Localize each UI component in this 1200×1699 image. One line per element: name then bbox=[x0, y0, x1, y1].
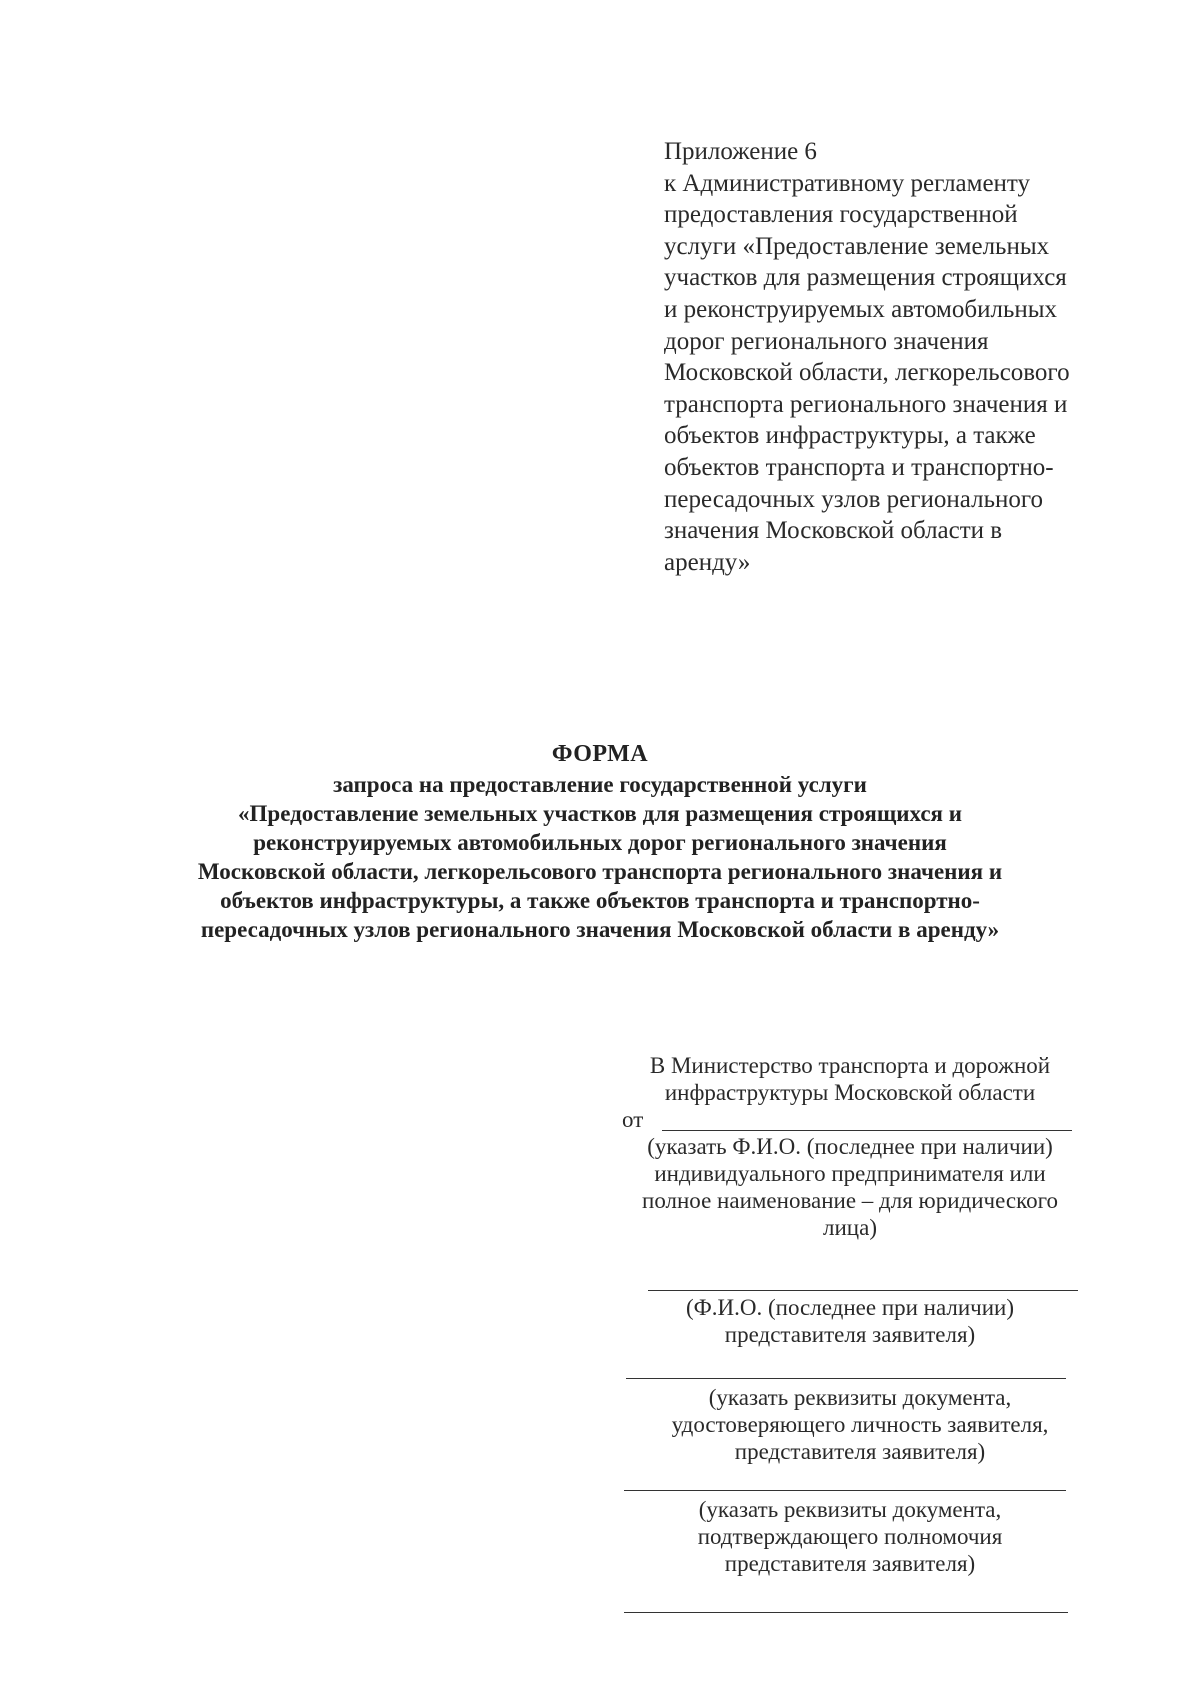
annex-line: предоставления государственной bbox=[664, 201, 1018, 229]
annex-line: объектов инфраструктуры, а также bbox=[664, 422, 1036, 450]
annex-line: Приложение 6 bbox=[664, 138, 817, 165]
identity-document-field[interactable] bbox=[626, 1378, 1066, 1379]
annex-line: к Административному регламенту bbox=[664, 169, 1031, 197]
annex-line: участков для размещения строящихся bbox=[664, 264, 1067, 292]
representative-hint-line: представителя заявителя) bbox=[724, 1322, 976, 1347]
representative-hint-line: (Ф.И.О. (последнее при наличии) bbox=[685, 1295, 1015, 1320]
authority-doc-hint-line: (указать реквизиты документа, bbox=[698, 1497, 1002, 1522]
from-label: от bbox=[622, 1107, 644, 1132]
applicant-hint-line: лица) bbox=[823, 1215, 877, 1240]
applicant-hint-line: индивидуального предпринимателя или bbox=[654, 1161, 1046, 1186]
identity-doc-hint-line: представителя заявителя) bbox=[734, 1439, 986, 1464]
annex-line: и реконструируемых автомобильных bbox=[664, 295, 1058, 323]
authority-doc-hint-line: представителя заявителя) bbox=[724, 1551, 976, 1576]
identity-doc-hint-line: (указать реквизиты документа, bbox=[708, 1385, 1012, 1410]
final-signature-field[interactable] bbox=[624, 1612, 1068, 1613]
recipient-line: В Министерство транспорта и дорожной bbox=[649, 1053, 1051, 1078]
form-title-line: пересадочных узлов регионального значения Московской области в аренду» bbox=[200, 917, 1000, 942]
annex-line: аренду» bbox=[664, 548, 751, 576]
form-heading: ФОРМА bbox=[551, 741, 649, 767]
applicant-hint-line: (указать Ф.И.О. (последнее при наличии) bbox=[647, 1134, 1053, 1159]
annex-line: значения Московской области в bbox=[664, 517, 1003, 545]
annex-line: Московской области, легкорельсового bbox=[664, 359, 1070, 387]
identity-doc-hint bbox=[610, 1384, 1110, 1465]
from-row bbox=[600, 1106, 1100, 1133]
annex-line: услуги «Предоставление земельных bbox=[664, 232, 1050, 260]
annex-line: объектов транспорта и транспортно- bbox=[664, 453, 1054, 481]
authority-doc-hint bbox=[600, 1496, 1100, 1577]
applicant-name-field[interactable] bbox=[662, 1130, 1072, 1131]
form-title-line: запроса на предоставление государственной услуги bbox=[333, 772, 867, 797]
authority-doc-hint-line: подтверждающего полномочия bbox=[697, 1524, 1003, 1549]
representative-name-field[interactable] bbox=[648, 1290, 1078, 1291]
identity-doc-hint-line: удостоверяющего личность заявителя, bbox=[671, 1412, 1049, 1437]
form-title-line: реконструируемых автомобильных дорог регионального значения bbox=[253, 830, 947, 855]
form-title-line: объектов инфраструктуры, а также объектов транспорта и транспортно- bbox=[220, 888, 980, 913]
annex-line: транспорта регионального значения и bbox=[664, 390, 1068, 418]
form-title-line: Московской области, легкорельсового транспорта регионального значения и bbox=[197, 859, 1003, 884]
annex-line: дорог регионального значения bbox=[664, 327, 989, 355]
representative-hint bbox=[600, 1294, 1100, 1348]
authority-document-field[interactable] bbox=[624, 1490, 1066, 1491]
annex-line: пересадочных узлов регионального bbox=[664, 485, 1043, 513]
addressee-block bbox=[600, 1052, 1100, 1241]
annex-reference bbox=[664, 136, 1124, 578]
applicant-hint-line: полное наименование – для юридического bbox=[642, 1188, 1058, 1213]
form-title-line: «Предоставление земельных участков для размещения строящихся и bbox=[238, 801, 962, 826]
recipient-line: инфраструктуры Московской области bbox=[664, 1080, 1036, 1105]
form-title-block bbox=[80, 738, 1120, 944]
